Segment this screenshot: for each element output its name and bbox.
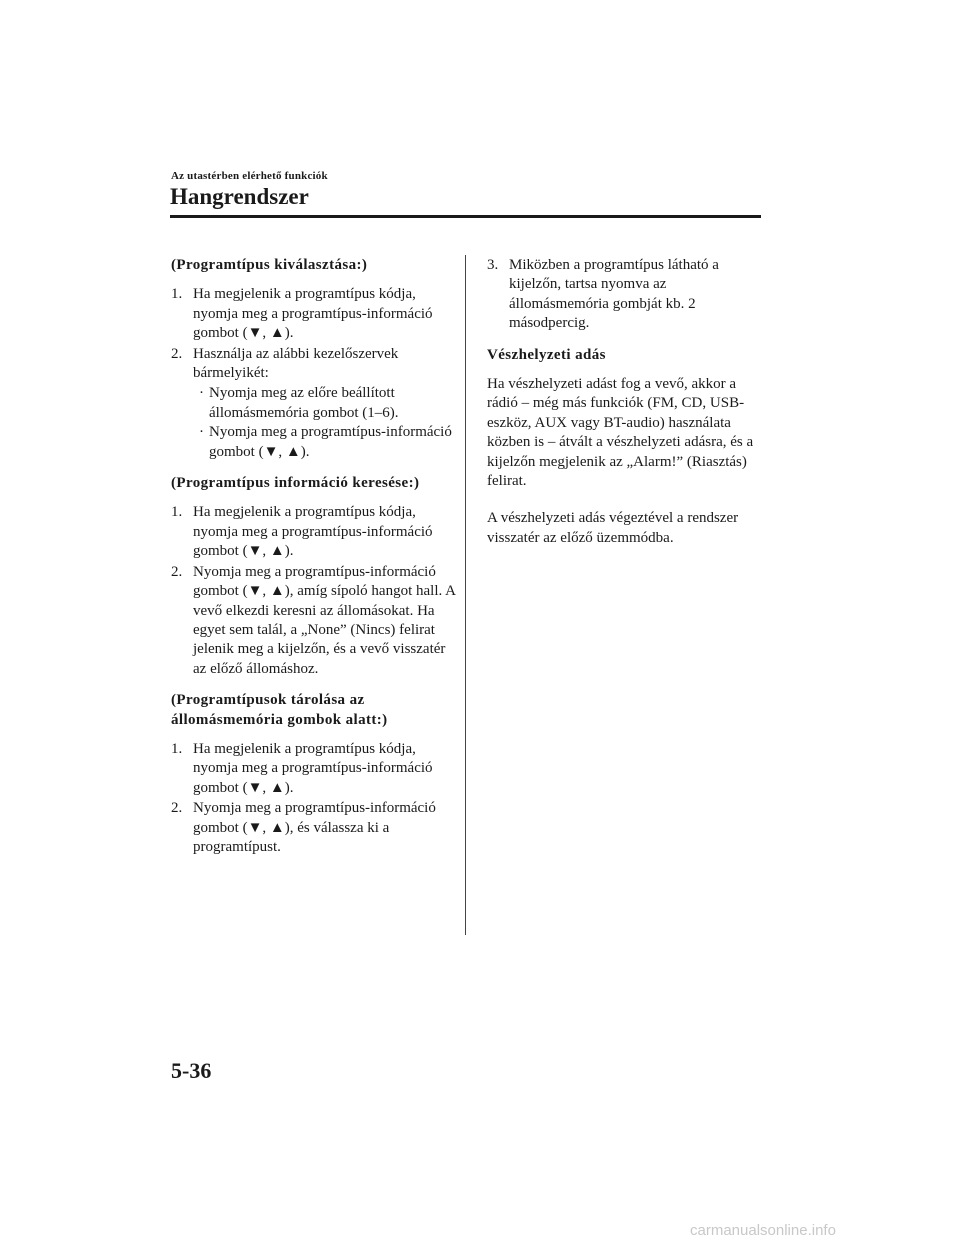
bullet-icon: · bbox=[199, 424, 204, 441]
list-item bbox=[171, 740, 461, 798]
left-column bbox=[171, 256, 461, 865]
paragraph: Ha vészhelyzeti adást fog a vevő, akkor a rádió – még más funkciók (FM, CD, USB-eszköz, AUX vagy BT-audio) használata közben is – átvált a vészhelyzeti adásra, és a kijelzőn megjelenik az „Alarm!” (Riasztás) felirat. bbox=[487, 376, 754, 490]
bullet-text: Nyomja meg az előre beállított állomásmemória gombot (1–6). bbox=[209, 385, 399, 421]
heading-emergency-broadcast: Vészhelyzeti adás bbox=[487, 346, 606, 363]
page-number: 5-36 bbox=[171, 1058, 212, 1083]
step-list bbox=[487, 256, 767, 334]
bullet-text: Nyomja meg a programtípus-információ gombot (▼, ▲). bbox=[209, 424, 452, 460]
step-list bbox=[171, 503, 461, 679]
list-item bbox=[171, 285, 461, 343]
step-text: Miközben a programtípus látható a kijelzőn, tartsa nyomva az állomásmemória gombját kb. 2 másodpercig. bbox=[509, 257, 719, 332]
step-number: 1. bbox=[171, 740, 183, 757]
header-rule bbox=[170, 215, 761, 218]
heading-program-type-store: (Programtípusok tárolása az állomásmemória gombok alatt:) bbox=[171, 692, 388, 728]
step-list bbox=[171, 285, 461, 462]
bullet-item bbox=[193, 384, 461, 423]
bullet-icon: · bbox=[199, 385, 204, 402]
step-text: Nyomja meg a programtípus-információ gombot (▼, ▲), és válassza ki a programtípust. bbox=[193, 800, 436, 855]
section-label: Az utastérben elérhető funkciók bbox=[171, 170, 328, 182]
step-number: 2. bbox=[171, 345, 183, 362]
watermark: carmanualsonline.info bbox=[690, 1222, 836, 1239]
step-list bbox=[171, 740, 461, 857]
list-item bbox=[171, 799, 461, 857]
step-text: Nyomja meg a programtípus-információ gombot (▼, ▲), amíg sípoló hangot hall. A vevő elkezdi keresni az állomásokat. Ha egyet sem talál, a „None” (Nincs) felirat jelenik meg a kijelzőn, és a vevő visszatér az előző állomáshoz. bbox=[193, 563, 456, 677]
column-divider bbox=[465, 255, 466, 935]
list-item bbox=[171, 345, 461, 384]
step-text: Ha megjelenik a programtípus kódja, nyomja meg a programtípus-információ gombot (▼, ▲). bbox=[193, 504, 433, 560]
bullet-item bbox=[193, 423, 461, 462]
page-title: Hangrendszer bbox=[170, 184, 309, 209]
step-text: Ha megjelenik a programtípus kódja, nyomja meg a programtípus-információ gombot (▼, ▲). bbox=[193, 286, 433, 342]
list-item bbox=[171, 503, 461, 561]
list-item bbox=[171, 563, 461, 679]
step-text: Használja az alábbi kezelőszervek bármelyikét: bbox=[193, 345, 399, 382]
step-text: Ha megjelenik a programtípus kódja, nyomja meg a programtípus-információ gombot (▼, ▲). bbox=[193, 740, 433, 796]
step-number: 1. bbox=[171, 286, 183, 303]
list-item bbox=[487, 256, 767, 334]
right-column bbox=[487, 256, 767, 560]
heading-program-info-search: (Programtípus információ keresése:) bbox=[171, 475, 420, 492]
paragraph: A vészhelyzeti adás végeztével a rendszer visszatér az előző üzemmódba. bbox=[487, 510, 739, 546]
step-number: 1. bbox=[171, 504, 183, 521]
step-number: 2. bbox=[171, 800, 183, 817]
heading-program-type-select: (Programtípus kiválasztása:) bbox=[171, 257, 368, 273]
step-number: 2. bbox=[171, 563, 183, 580]
step-number: 3. bbox=[487, 257, 499, 273]
